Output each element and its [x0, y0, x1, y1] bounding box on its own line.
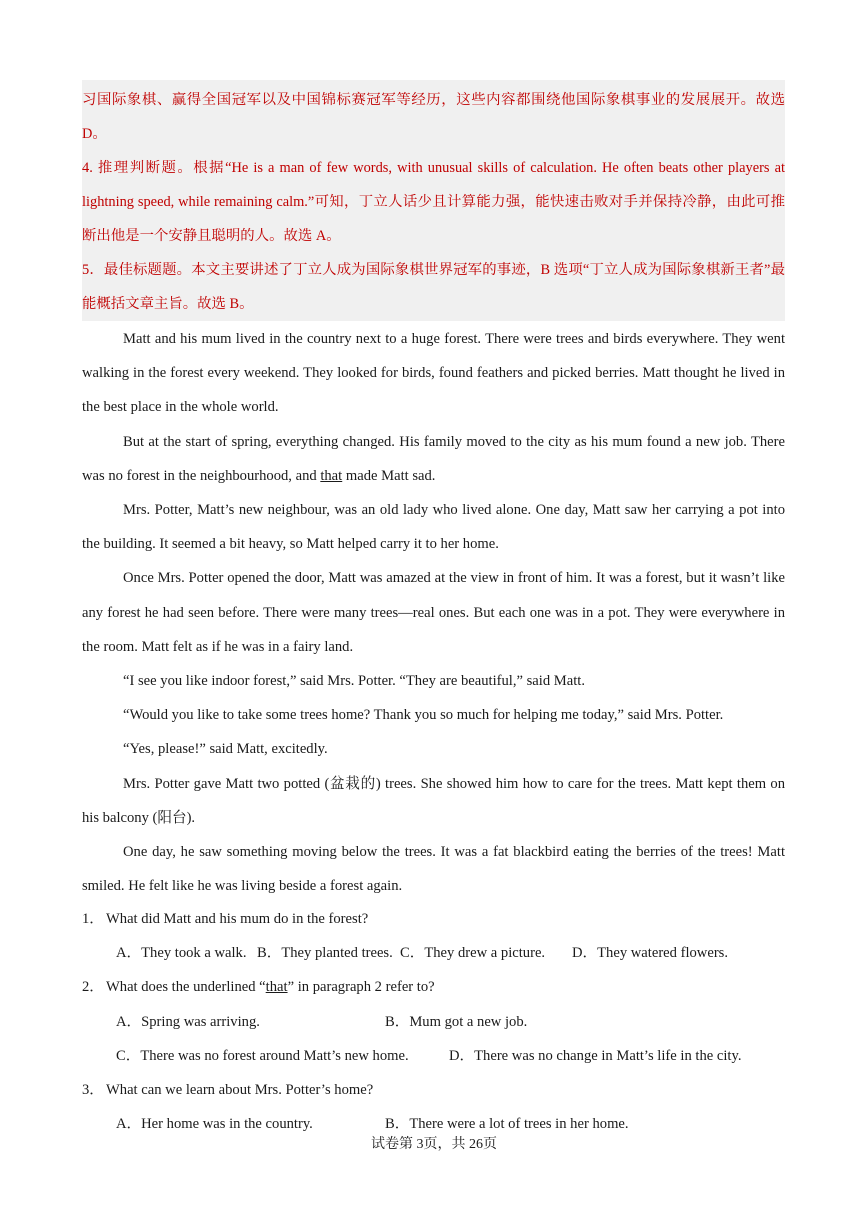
question-2-text-b: ” in paragraph 2 refer to? [287, 979, 435, 996]
passage-paragraph-6: “Would you like to take some trees home? Thank you so much for helping me today,” said Mrs. Potter. [123, 707, 724, 724]
question-list [82, 902, 785, 1141]
question-2-options-row-1 [82, 1005, 785, 1039]
reading-passage [82, 322, 785, 903]
question-1-stem [82, 902, 785, 936]
question-1-number: 1． [82, 911, 104, 927]
question-1-option-b: B．They planted trees. [257, 945, 393, 962]
question-1-option-d: D．They watered flowers. [572, 945, 729, 962]
question-3-stem [82, 1073, 785, 1107]
passage-paragraph-3: Mrs. Potter, Matt’s new neighbour, was an old lady who lived alone. One day, Matt saw her carrying a pot into the building. It seemed a bit heavy, so Matt helped carry it to her home. [82, 502, 785, 553]
question-2-option-d: D．There was no change in Matt’s life in the city. [449, 1047, 742, 1064]
question-1-option-a: A．They took a walk. [116, 945, 247, 962]
question-3-number: 3． [82, 1081, 104, 1098]
passage-paragraph-9: One day, he saw something moving below the trees. It was a fat blackbird eating the berries of the trees! Matt smiled. He felt like he was living beside a forest again. [82, 844, 785, 895]
passage-paragraph-5: “I see you like indoor forest,” said Mrs. Potter. “They are beautiful,” said Matt. [123, 673, 585, 690]
answer-explanation-3-end: 习国际象棋、赢得全国冠军以及中国锦标赛冠军等经历，这些内容都围绕他国际象棋事业的发展展开。故选 D。 [82, 92, 785, 142]
question-3-option-a: A．Her home was in the country. [116, 1116, 313, 1133]
question-2-option-a: A．Spring was arriving. [116, 1013, 260, 1030]
passage-paragraph-2 [82, 425, 785, 493]
question-1-options [82, 936, 785, 970]
question-2-number: 2． [82, 979, 104, 996]
question-1-text: What did Matt and his mum do in the forest? [106, 911, 369, 927]
underlined-word-that: that [320, 467, 343, 484]
question-3-text: What can we learn about Mrs. Potter’s home? [106, 1081, 374, 1098]
question-1-option-c: C．They drew a picture. [400, 945, 546, 962]
passage-paragraph-1: Matt and his mum lived in the country next to a huge forest. There were trees and birds everywhere. They went walking in the forest every weekend. They looked for birds, found feathers and picked berries. Matt thought he lived in the best place in the whole world. [82, 331, 785, 416]
question-2-stem [82, 970, 785, 1004]
answer-explanation-box [82, 80, 785, 321]
question-2-text-a: What does the underlined “ [106, 979, 266, 996]
paragraph-2-text-a: But at the start of spring, everything changed. His family moved to the city as his mum found a new job. There was no forest in the neighbourhood, and [82, 433, 785, 484]
question-2-options-row-2 [82, 1039, 785, 1073]
passage-paragraph-7: “Yes, please!” said Matt, excitedly. [123, 741, 328, 758]
passage-paragraph-8: Mrs. Potter gave Matt two potted (盆栽的) trees. She showed him how to care for the trees. Matt kept them on his balcony (阳台). [82, 775, 785, 826]
answer-explanation-4: 4. 推理判断题。根据“He is a man of few words, with unusual skills of calculation. He often beats other players at lightning speed, while remaining calm.”可知，丁立人话少且计算能力强，能快速击败对手并保持冷静，由此可推断出他是一个安静且聪明的人。故选 A。 [82, 160, 785, 244]
passage-paragraph-4: Once Mrs. Potter opened the door, Matt was amazed at the view in front of him. It was a forest, but it wasn’t like any forest he had seen before. There were many trees—real ones. But each one was in a pot. They were everywhere in the room. Matt felt as if he was in a fairy land. [82, 570, 785, 655]
question-3-option-b: B．There were a lot of trees in her home. [385, 1116, 629, 1133]
question-2-option-c: C．There was no forest around Matt’s new home. [116, 1047, 409, 1064]
question-2-underlined-that: that [265, 979, 288, 996]
page-footer: 试卷第 3页，共 26页 [371, 1137, 497, 1152]
paragraph-2-text-b: made Matt sad. [342, 467, 436, 484]
answer-explanation-5: 5．最佳标题题。本文主要讲述了丁立人成为国际象棋世界冠军的事迹，B 选项“丁立人成为国际象棋新王者”最能概括文章主旨。故选 B。 [82, 262, 785, 312]
question-2-option-b: B．Mum got a new job. [385, 1013, 528, 1030]
